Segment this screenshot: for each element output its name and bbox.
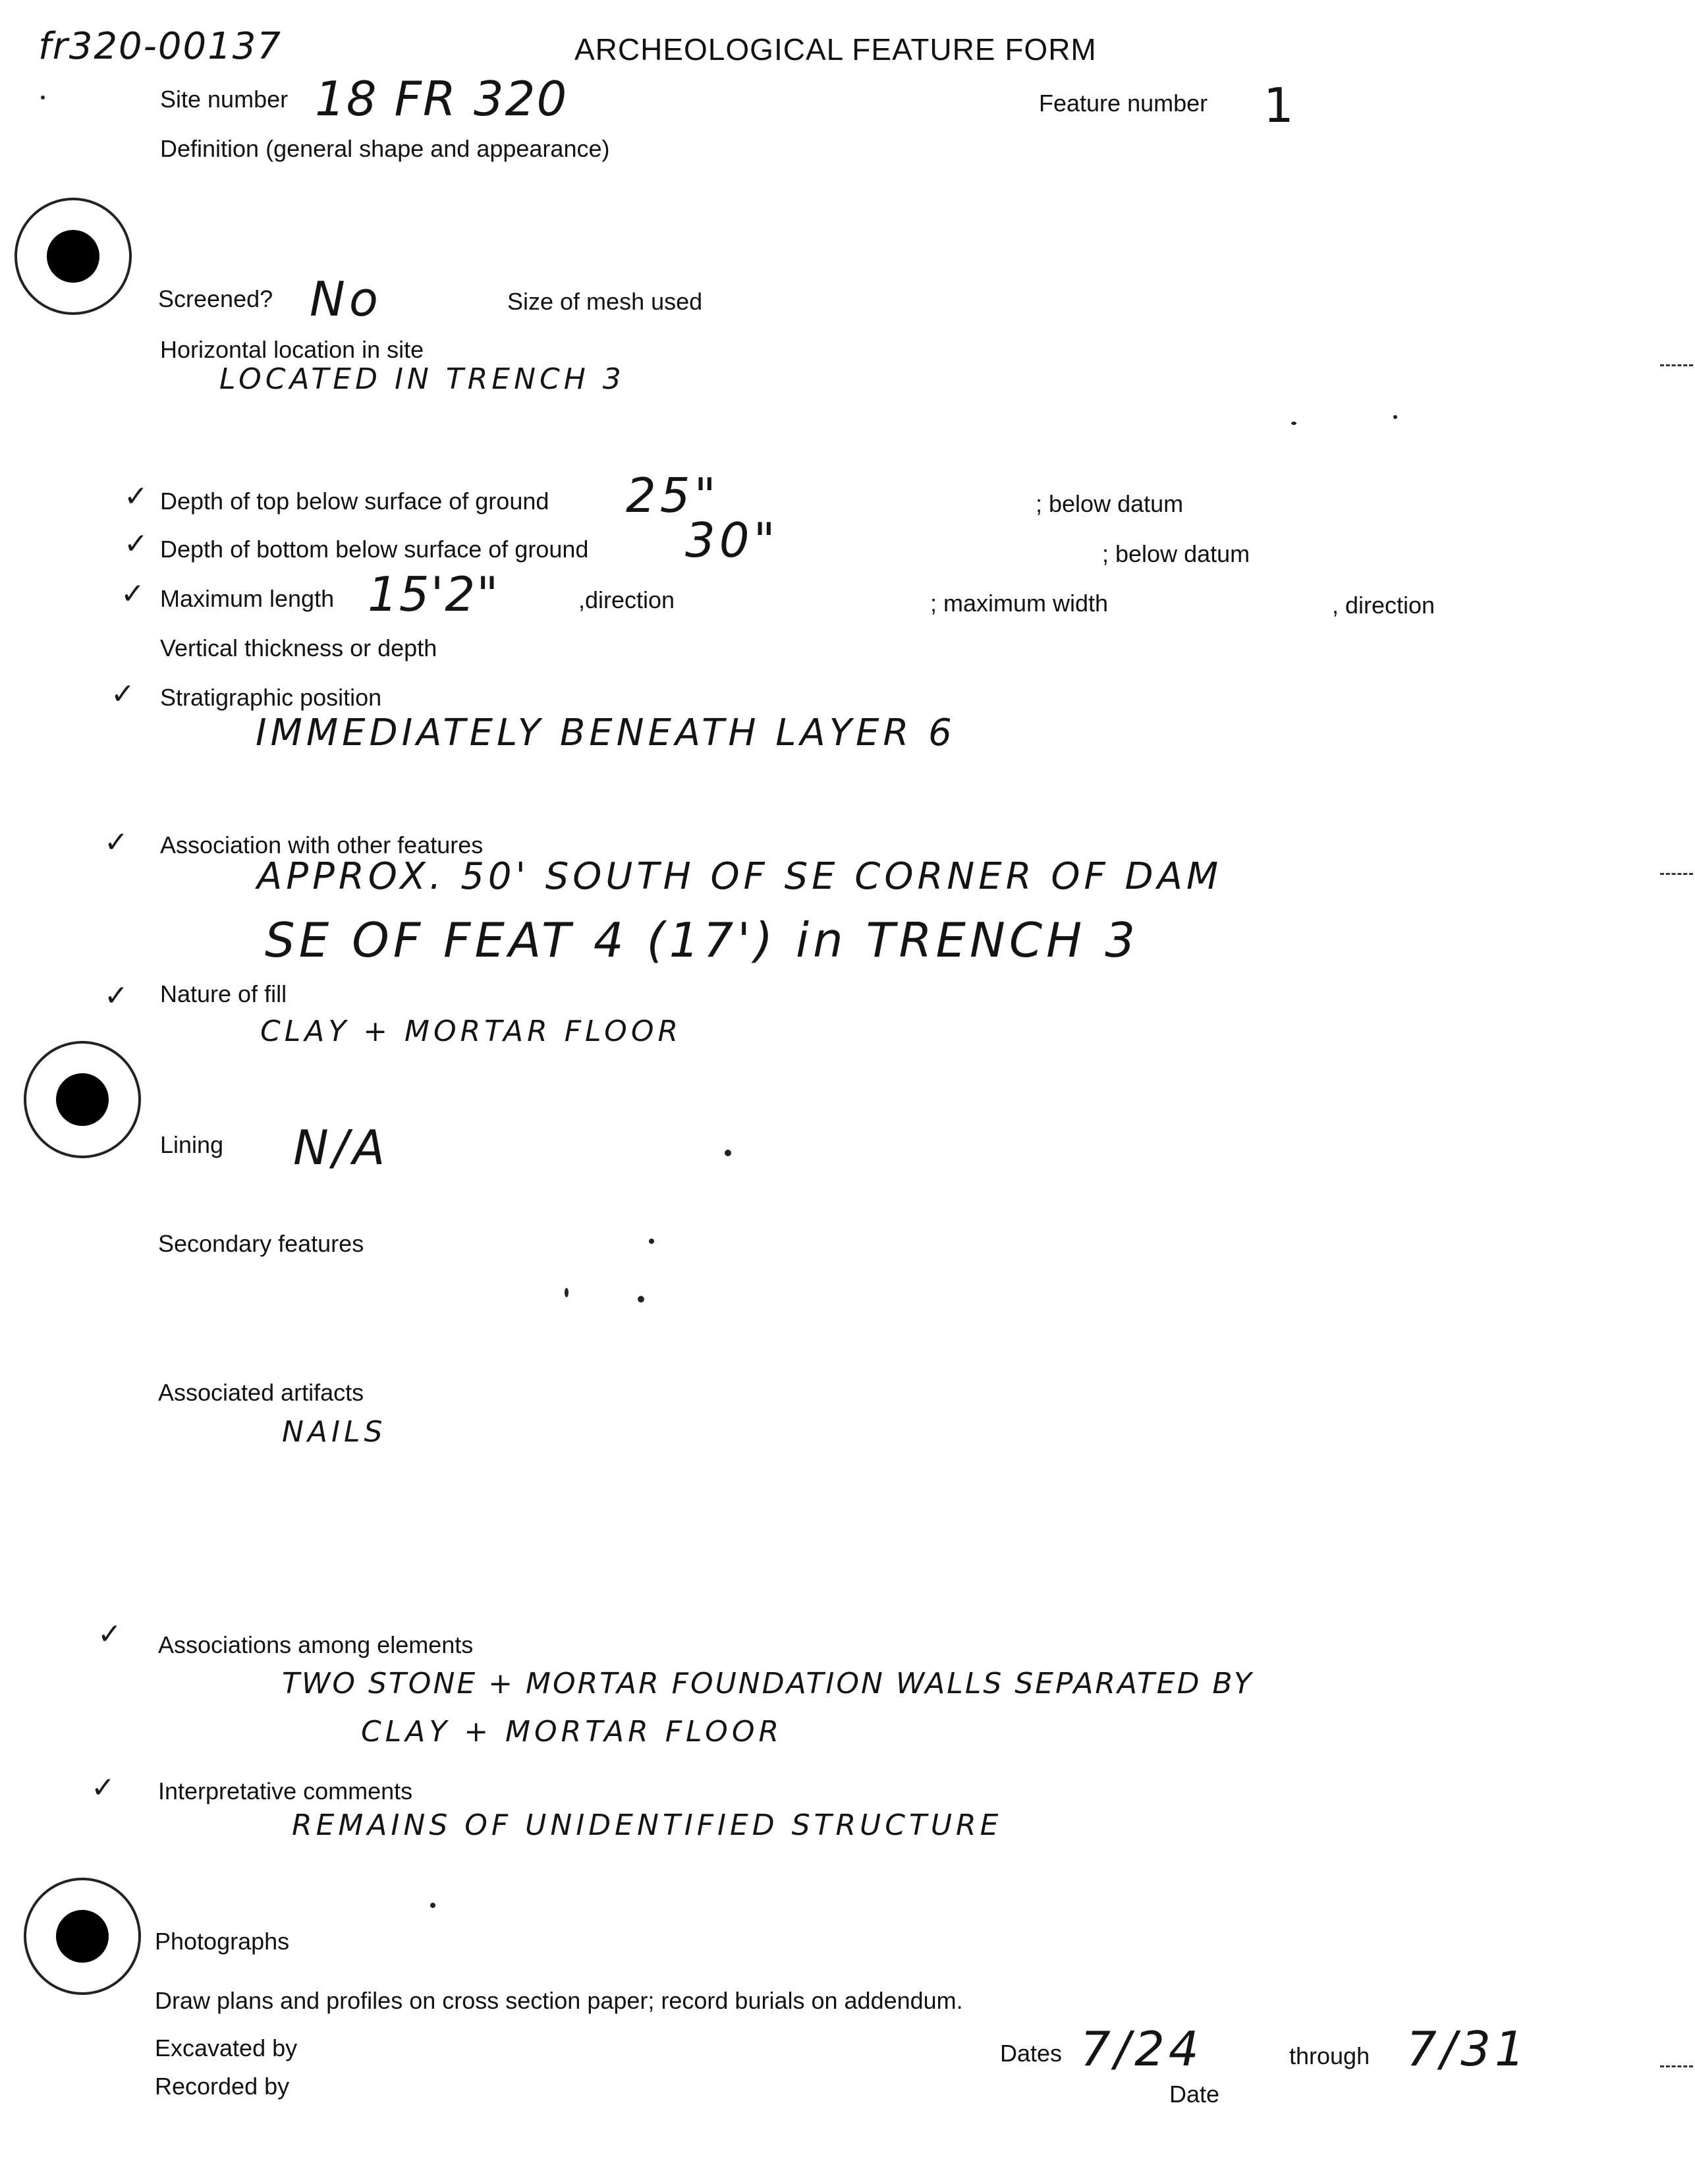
fill-value: CLAY + MORTAR FLOOR: [260, 1015, 682, 1048]
interpretative-value: REMAINS OF UNIDENTIFIED STRUCTURE: [292, 1808, 1003, 1842]
horizontal-location-value: LOCATED IN TRENCH 3: [219, 362, 625, 396]
speck: [725, 1150, 731, 1156]
depth-bottom-value: 30": [685, 513, 779, 568]
site-number-value: 18 FR 320: [315, 71, 569, 126]
instructions-text: Draw plans and profiles on cross section paper; record burials on addendum.: [155, 1987, 963, 2014]
max-length-label: Maximum length: [160, 585, 335, 612]
form-title: ARCHEOLOGICAL FEATURE FORM: [574, 32, 1097, 67]
site-number-label: Site number: [160, 86, 289, 113]
speck: [565, 1288, 569, 1297]
max-width-label: ; maximum width: [930, 590, 1109, 617]
excavated-by-label: Excavated by: [155, 2034, 298, 2061]
dates-label: Dates: [1000, 2040, 1063, 2067]
associations-elements-check: ✓: [97, 1618, 122, 1650]
associated-artifacts-value: NAILS: [282, 1415, 387, 1449]
depth-top-value: 25": [626, 468, 720, 523]
association-features-line1: APPROX. 50' SOUTH OF SE CORNER OF DAM: [257, 855, 1223, 898]
max-length-value: 15'2": [368, 567, 500, 622]
feature-number-value: 1: [1264, 78, 1298, 133]
definition-label: Definition (general shape and appearance): [160, 135, 610, 162]
punch-hole-bottom: [24, 1878, 141, 1995]
dates-to-value: 7/31: [1406, 2021, 1529, 2077]
depth-top-check: ✓: [124, 480, 148, 513]
edge-mark: [1660, 2065, 1693, 2067]
speck: [638, 1296, 644, 1302]
depth-bottom-check: ✓: [124, 528, 148, 560]
speck: [649, 1239, 654, 1244]
max-width-direction-label: , direction: [1332, 592, 1435, 619]
speck: [1393, 415, 1397, 419]
dates-from-value: 7/24: [1080, 2021, 1203, 2077]
lining-label: Lining: [160, 1131, 224, 1158]
punch-hole-middle: [24, 1041, 141, 1158]
association-features-line2: SE OF FEAT 4 (17') in TRENCH 3: [265, 912, 1140, 968]
speck: [41, 96, 45, 99]
association-features-check: ✓: [104, 826, 128, 858]
horizontal-location-label: Horizontal location in site: [160, 336, 424, 363]
lining-value: N/A: [293, 1120, 389, 1175]
depth-bottom-datum-label: ; below datum: [1102, 540, 1250, 567]
association-features-label: Association with other features: [160, 831, 484, 858]
associations-elements-line2: CLAY + MORTAR FLOOR: [361, 1715, 783, 1749]
depth-bottom-label: Depth of bottom below surface of ground: [160, 536, 589, 563]
speck: [430, 1903, 435, 1908]
associations-elements-label: Associations among elements: [158, 1631, 474, 1658]
edge-mark: [1660, 873, 1693, 875]
screened-value: No: [310, 271, 382, 327]
feature-number-label: Feature number: [1039, 90, 1208, 117]
speck: [1291, 422, 1296, 425]
depth-top-label: Depth of top below surface of ground: [160, 488, 549, 515]
edge-mark: [1660, 364, 1693, 366]
stratigraphic-value: IMMEDIATELY BENEATH LAYER 6: [256, 712, 956, 754]
mesh-size-label: Size of mesh used: [507, 288, 703, 315]
depth-top-datum-label: ; below datum: [1036, 490, 1184, 517]
recorded-by-label: Recorded by: [155, 2073, 290, 2100]
fill-label: Nature of fill: [160, 980, 287, 1007]
max-length-check: ✓: [121, 578, 145, 610]
associated-artifacts-label: Associated artifacts: [158, 1379, 364, 1406]
photographs-label: Photographs: [155, 1928, 290, 1955]
punch-hole-top: [14, 198, 132, 315]
stratigraphic-check: ✓: [111, 678, 135, 710]
dates-through-label: through: [1289, 2042, 1370, 2069]
file-code: fr320-00137: [38, 25, 282, 68]
vertical-thickness-label: Vertical thickness or depth: [160, 634, 437, 661]
date-label: Date: [1169, 2081, 1220, 2108]
associations-elements-line1: TWO STONE + MORTAR FOUNDATION WALLS SEPARATED BY: [282, 1667, 1254, 1700]
stratigraphic-label: Stratigraphic position: [160, 684, 382, 711]
secondary-features-label: Secondary features: [158, 1230, 364, 1257]
interpretative-check: ✓: [91, 1772, 115, 1804]
fill-check: ✓: [104, 980, 128, 1012]
interpretative-label: Interpretative comments: [158, 1778, 413, 1805]
screened-label: Screened?: [158, 285, 273, 312]
max-length-direction-label: ,direction: [578, 586, 675, 613]
